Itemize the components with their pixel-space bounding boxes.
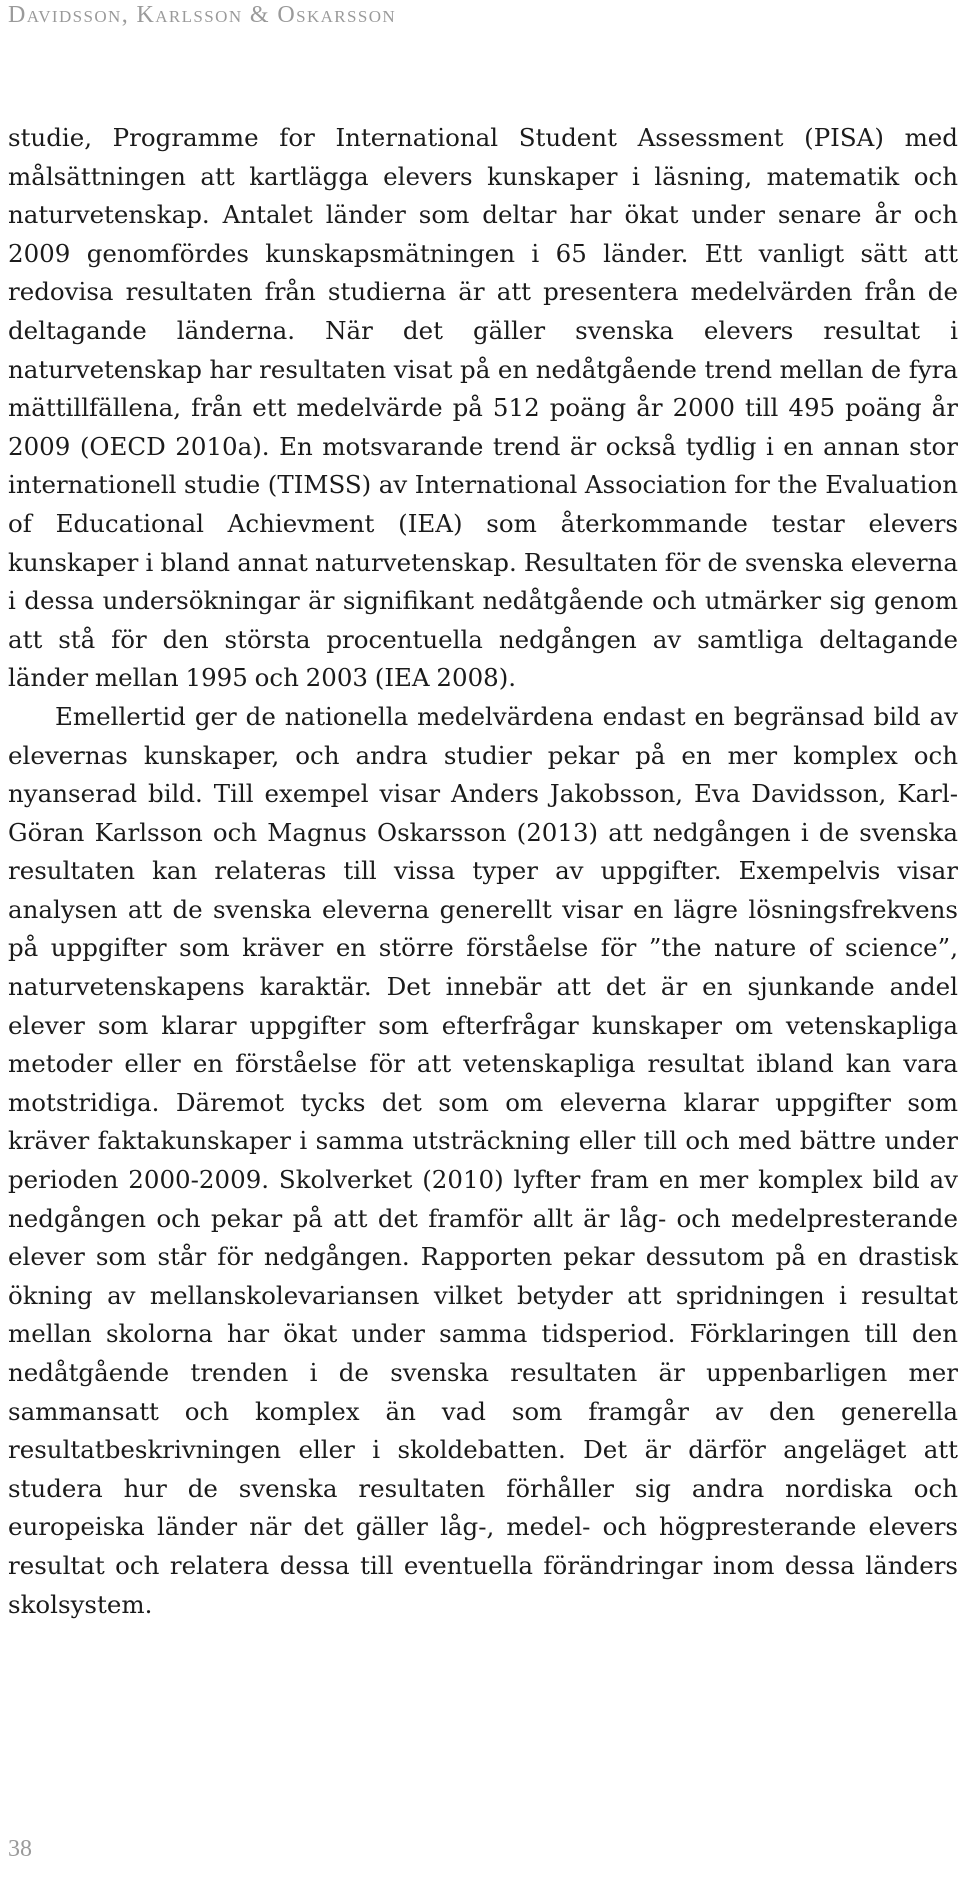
running-head: Davidsson, Karlsson & Oskarsson xyxy=(8,2,397,28)
page-number: 38 xyxy=(8,1836,32,1862)
paragraph-2: Emellertid ger de nationella medelvärdena endast en begränsad bild av elevernas kunskaper, och andra studier pekar på en mer komplex och nyanserad bild. Till exempel visar Anders Jakobsson, Eva Davidsson, Karl-Göran Karlsson och Magnus Oskarsson (2013) att nedgången i de svenska resultaten kan relateras till vissa typer av uppgifter. Exempelvis visar analysen att de svenska eleverna generellt visar en lägre lösningsfrekvens på uppgifter som kräver en större förståelse för ”the nature of science”, naturvetenskapens karaktär. Det innebär att det är en sjunkande andel elever som klarar uppgifter som efterfrågar kunskaper om vetenskapliga metoder eller en förståelse för att vetenskapliga resultat ibland kan vara motstridiga. Däremot tycks det som om eleverna klarar uppgifter som kräver faktakunskaper i samma utsträckning eller till och med bättre under perioden 2000-2009. Skolverket (2010) lyfter fram en mer komplex bild av nedgången och pekar på att det framför allt är låg- och medelpresterande elever som står för nedgången. Rapporten pekar dessutom på en drastisk ökning av mellanskolevariansen vilket betyder att spridningen i resultat mellan skolorna har ökat under samma tidsperiod. Förklaringen till den nedåtgående trenden i de svenska resultaten är uppenbarligen mer sammansatt och komplex än vad som framgår av den generella resultatbeskrivningen eller i skoldebatten. Det är därför angeläget att studera hur de svenska resultaten förhåller sig andra nordiska och europeiska länder när det gäller låg-, medel- och högpresterande elevers resultat och relatera dessa till eventuella förändringar inom dessa länders skolsystem. xyxy=(8,701,958,1619)
paragraph-1: studie, Programme for International Student Assessment (PISA) med målsättningen att kartlägga elevers kunskaper i läsning, matematik och naturvetenskap. Antalet länder som deltar har ökat under senare år och 2009 genomfördes kunskapsmätningen i 65 länder. Ett vanligt sätt att redovisa resultaten från studierna är att presentera medelvärden från de deltagande länderna. När det gäller svenska elevers resultat i naturvetenskap har resultaten visat på en nedåtgående trend mellan de fyra mättillfällena, från ett medelvärde på 512 poäng år 2000 till 495 poäng år 2009 (OECD 2010a). En motsvarande trend är också tydlig i en annan stor internationell studie (TIMSS) av International Association for the Evaluation of Educational Achievment (IEA) som återkommande testar elevers kunskaper i bland annat naturvetenskap. Resultaten för de svenska eleverna i dessa undersökningar är signifikant nedåtgående och utmärker sig genom att stå för den största procentuella nedgången av samtliga deltagande länder mellan 1995 och 2003 (IEA 2008). xyxy=(8,123,958,693)
body-text xyxy=(8,119,958,1624)
